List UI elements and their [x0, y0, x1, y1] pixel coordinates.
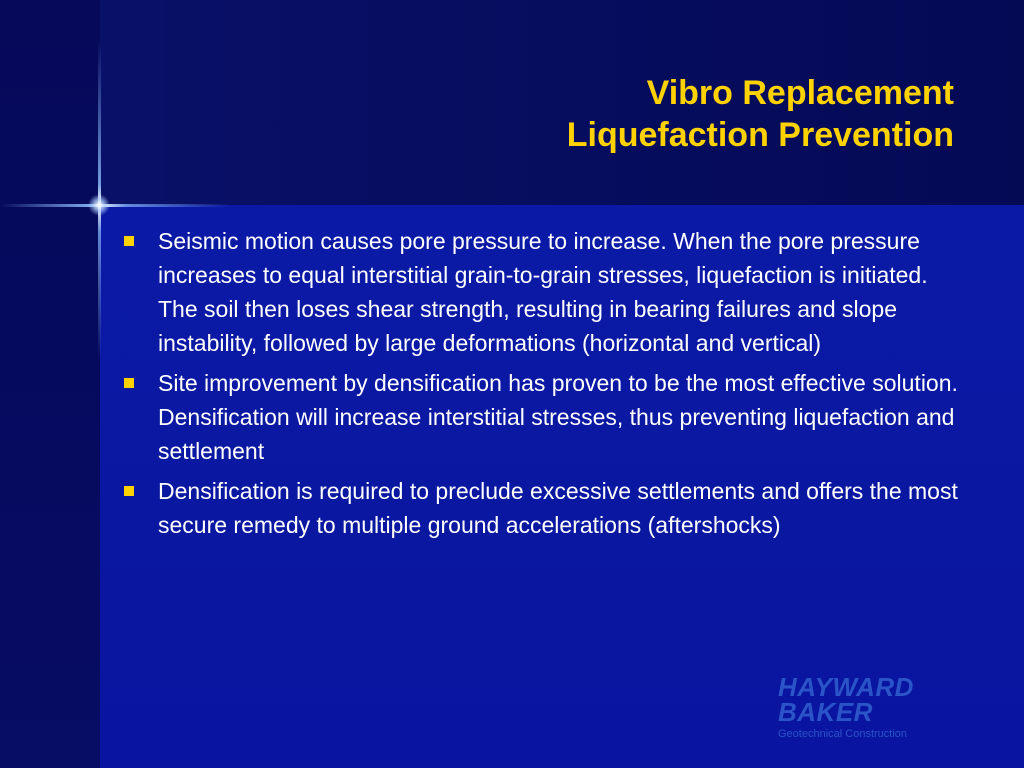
slide-title	[567, 72, 954, 156]
square-bullet-icon	[124, 378, 134, 388]
slide-title-line2: Liquefaction Prevention	[566, 116, 954, 154]
hayward-baker-logo	[778, 672, 978, 741]
square-bullet-icon	[124, 486, 134, 496]
logo-line-baker: BAKER	[778, 697, 873, 727]
bullet-item	[122, 224, 962, 360]
bullet-text: Site improvement by densification has proven to be the most effective solution. Densification will increase interstitial stresses, thus preventing liquefaction and settlement	[158, 370, 958, 464]
light-flare-icon	[88, 194, 110, 216]
light-flare-horizontal	[0, 204, 230, 207]
bullet-item	[122, 474, 962, 542]
bullet-list	[122, 224, 962, 548]
slide-title-line1: Vibro Replacement	[646, 74, 954, 112]
logo-line-hayward: HAYWARD	[778, 672, 914, 702]
bullet-text: Densification is required to preclude excessive settlements and offers the most secure remedy to multiple ground accelerations (aftershocks)	[158, 478, 958, 538]
square-bullet-icon	[124, 236, 134, 246]
logo-tagline: Geotechnical Construction	[778, 728, 908, 740]
bullet-item	[122, 366, 962, 468]
bullet-text: Seismic motion causes pore pressure to increase. When the pore pressure increases to equal interstitial grain-to-grain stresses, liquefaction is initiated. The soil then loses shear strength, resulting in bearing failures and slope instability, followed by large deformations (horizontal and vertical)	[158, 228, 928, 356]
left-band	[0, 0, 100, 768]
